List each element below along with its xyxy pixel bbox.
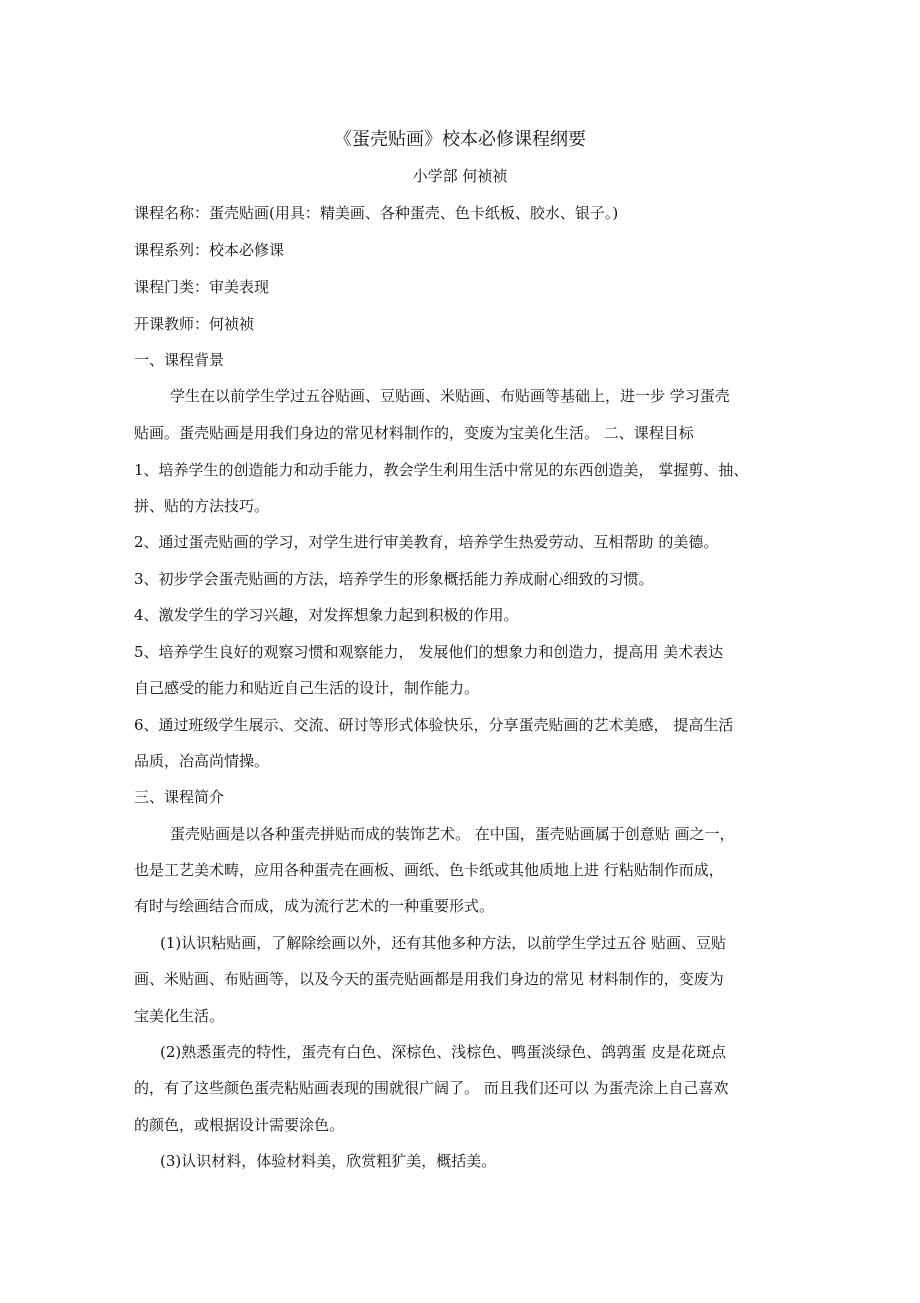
background-paragraph-line: 贴画。蛋壳贴画是用我们身边的常见材料制作的，变废为宝美化生活。 二、课程目标 [134,424,694,442]
intro-paragraph-line: 蛋壳贴画是以各种蛋壳拼贴而成的装饰艺术。 在中国，蛋壳贴画属于创意贴 画之一， [170,825,735,843]
section-heading-background: 一、课程背景 [134,351,225,369]
item1-line: (1)认识粘贴画，了解除绘画以外，还有其他多种方法，以前学生学过五谷 贴画、豆贴 [160,934,727,952]
goal-line: 6、通过班级学生展示、交流、研讨等形式体验快乐，分享蛋壳贴画的艺术美感， 提高生活 [134,716,734,734]
goal-line: 5、培养学生良好的观察习惯和观察能力， 发展他们的想象力和创造力，提高用 美术表达 [134,643,724,661]
item2-line: (2)熟悉蛋壳的特性，蛋壳有白色、深棕色、浅棕色、鸭蛋淡绿色、鸽鹑蛋 皮是花斑点 [160,1043,727,1061]
intro-paragraph-line: 有时与绘画结合而成，成为流行艺术的一种重要形式。 [134,897,495,915]
goal-line: 拼、贴的方法技巧。 [134,497,270,515]
course-category-line: 课程门类：审美表现 [134,278,270,296]
page-title: 《蛋壳贴画》校本必修课程纲要 [334,129,586,150]
course-series-line: 课程系列：校本必修课 [134,241,285,259]
teacher-line: 开课教师：何祯祯 [134,315,255,333]
goal-line: 2、通过蛋壳贴画的学习，对学生进行审美教育，培养学生热爱劳动、互相帮助 的美德。 [134,533,719,551]
goal-line: 4、激发学生的学习兴趣，对发挥想象力起到积极的作用。 [134,606,519,624]
intro-paragraph-line: 也是工艺美术畴，应用各种蛋壳在画板、画纸、色卡纸或其他质地上进 行粘贴制作而成， [134,861,724,879]
item2-line: 的，有了这些颜色蛋壳粘贴画表现的围就很广阔了。 而且我们还可以 为蛋壳涂上自己喜欢 [134,1079,729,1097]
course-name-line: 课程名称：蛋壳贴画(用具：精美画、各种蛋壳、色卡纸板、胶水、银子。) [134,204,619,222]
item1-line: 画、米贴画、布贴画等，以及今天的蛋壳贴画都是用我们身边的常见 材料制作的，变废为 [134,970,724,988]
background-paragraph-line: 学生在以前学生学过五谷贴画、豆贴画、米贴画、布贴画等基础上，进一步 学习蛋壳 [170,387,730,405]
section-heading-intro: 三、课程简介 [134,788,225,806]
goal-line: 1、培养学生的创造能力和动手能力，教会学生利用生活中常见的东西创造美， 掌握剪、抽、 [134,461,749,479]
item3-line: (3)认识材料，体验材料美，欣赏粗犷美，概括美。 [160,1152,497,1170]
goal-line: 3、初步学会蛋壳贴画的方法，培养学生的形象概括能力养成耐心细致的习惯。 [134,570,654,588]
goal-line: 品质，冶高尚情操。 [134,752,270,770]
goal-line: 自己感受的能力和贴近自己生活的设计，制作能力。 [134,679,480,697]
author-line: 小学部 何祯祯 [412,167,508,185]
item1-line: 宝美化生活。 [134,1007,225,1025]
item2-line: 的颜色，或根据设计需要涂色。 [134,1116,345,1134]
